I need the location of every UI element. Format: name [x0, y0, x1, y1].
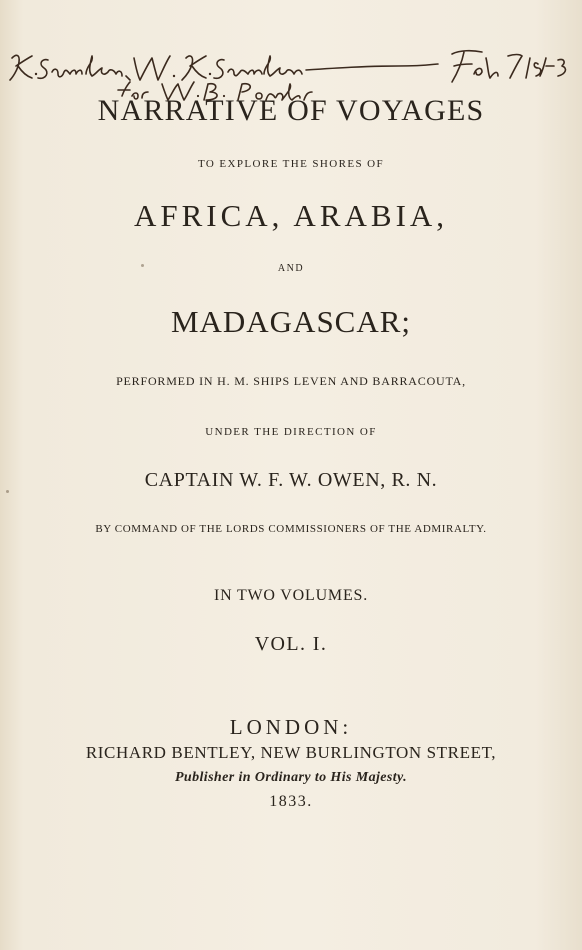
title-conjunction: AND [277, 263, 305, 274]
imprint-city: LONDON: [229, 715, 353, 739]
volume-number: VOL. I. [254, 633, 328, 655]
foxing-spot [141, 264, 144, 267]
imprint-ordinary: Publisher in Ordinary to His Majesty. [174, 770, 408, 785]
foxing-spot [6, 490, 9, 493]
volumes-line: IN TWO VOLUMES. [213, 587, 369, 604]
author-line: CAPTAIN W. F. W. OWEN, R. N. [144, 469, 438, 491]
title-place-madagascar: MADAGASCAR; [170, 304, 412, 339]
direction-line: UNDER THE DIRECTION OF [205, 426, 377, 438]
admiralty-line: BY COMMAND OF THE LORDS COMMISSIONERS OF THE ADMIRALTY. [95, 523, 487, 535]
imprint-publisher: RICHARD BENTLEY, NEW BURLINGTON STREET, [85, 743, 497, 762]
imprint-year: 1833. [269, 793, 313, 810]
book-title: NARRATIVE OF VOYAGES [97, 94, 485, 127]
ships-line: PERFORMED IN H. M. SHIPS LEVEN AND BARRACOUTA, [116, 374, 466, 388]
subtitle-explore: TO EXPLORE THE SHORES OF [198, 158, 384, 170]
title-places-africa-arabia: AFRICA, ARABIA, [133, 198, 449, 233]
